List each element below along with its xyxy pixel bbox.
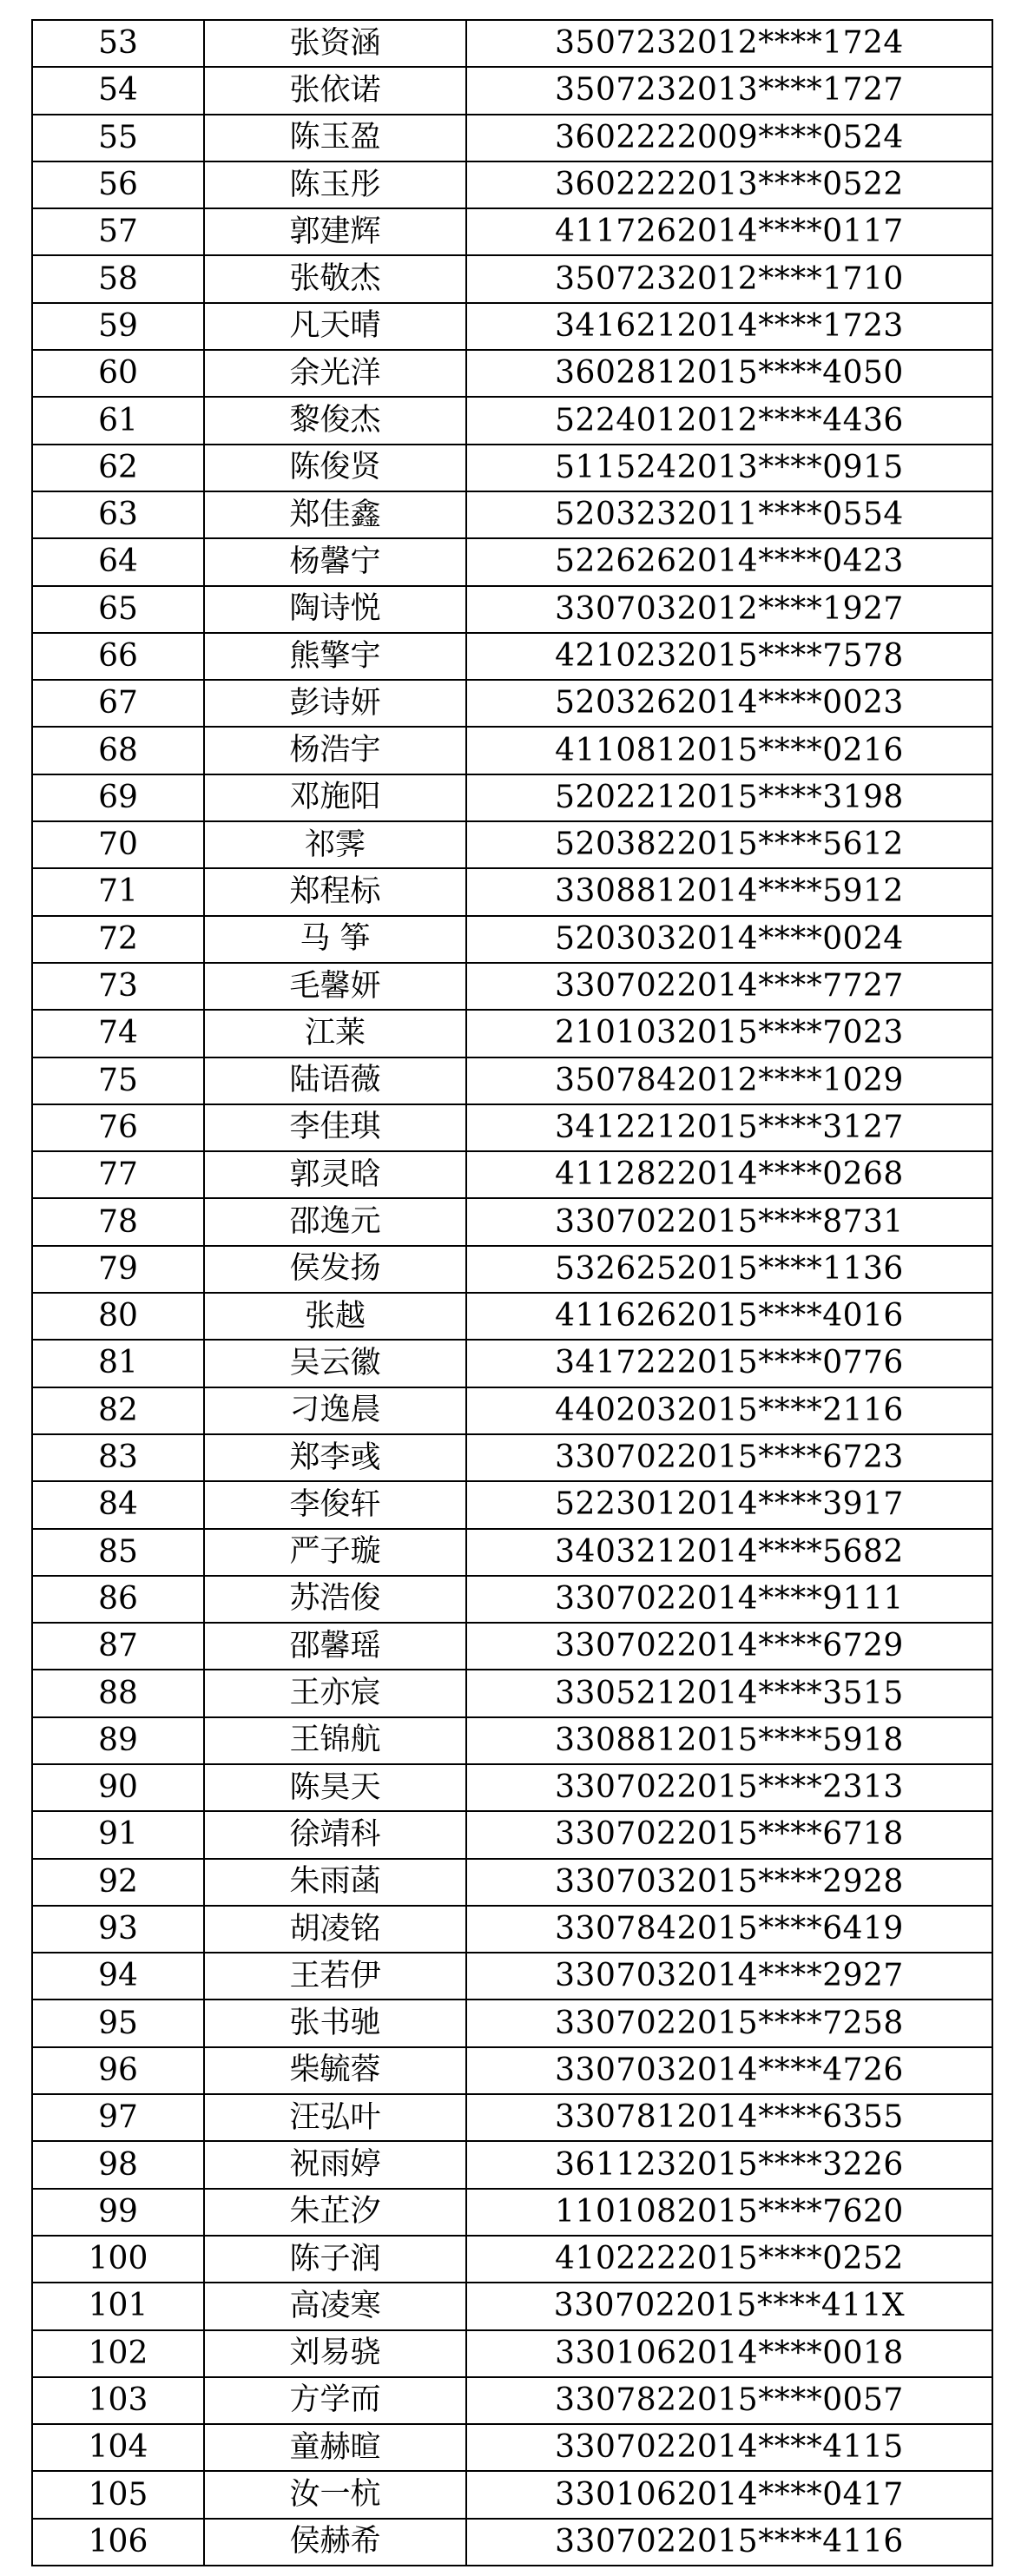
id-number: 3412212015****3127 bbox=[466, 1104, 992, 1151]
table-row bbox=[32, 1198, 992, 1245]
table-row bbox=[32, 1576, 992, 1623]
id-number: 3307022015****4116 bbox=[466, 2519, 992, 2566]
student-name: 祁霁 bbox=[204, 821, 466, 868]
row-number: 76 bbox=[32, 1104, 204, 1151]
table-row bbox=[32, 963, 992, 1010]
id-number: 4117262014****0117 bbox=[466, 208, 992, 255]
table-row bbox=[32, 821, 992, 868]
id-number: 3403212014****5682 bbox=[466, 1529, 992, 1576]
student-name: 郭建辉 bbox=[204, 208, 466, 255]
table-row bbox=[32, 1717, 992, 1764]
id-number: 5202212015****3198 bbox=[466, 774, 992, 821]
table-row bbox=[32, 1293, 992, 1340]
table-row bbox=[32, 1764, 992, 1811]
student-name: 彭诗妍 bbox=[204, 680, 466, 727]
student-name: 陆语薇 bbox=[204, 1057, 466, 1104]
student-name: 苏浩俊 bbox=[204, 1576, 466, 1623]
student-name: 邵馨瑶 bbox=[204, 1623, 466, 1670]
table-row bbox=[32, 2424, 992, 2471]
row-number: 97 bbox=[32, 2094, 204, 2141]
id-number: 5203232011****0554 bbox=[466, 491, 992, 538]
table-row bbox=[32, 586, 992, 633]
table-row bbox=[32, 774, 992, 821]
id-number: 3307022014****6729 bbox=[466, 1623, 992, 1670]
row-number: 57 bbox=[32, 208, 204, 255]
student-name: 郑李彧 bbox=[204, 1434, 466, 1481]
student-name: 严子璇 bbox=[204, 1529, 466, 1576]
row-number: 89 bbox=[32, 1717, 204, 1764]
row-number: 102 bbox=[32, 2330, 204, 2377]
id-number: 3307022015****7258 bbox=[466, 2000, 992, 2046]
table-row bbox=[32, 208, 992, 255]
id-number: 3307022015****411X bbox=[466, 2283, 992, 2329]
student-name: 李俊轩 bbox=[204, 1481, 466, 1528]
row-number: 84 bbox=[32, 1481, 204, 1528]
student-name: 张依诺 bbox=[204, 67, 466, 114]
id-number: 5226262014****0423 bbox=[466, 538, 992, 585]
student-name: 杨馨宁 bbox=[204, 538, 466, 585]
student-name: 郑佳鑫 bbox=[204, 491, 466, 538]
student-name: 陶诗悦 bbox=[204, 586, 466, 633]
table-row bbox=[32, 1481, 992, 1528]
id-number: 2101032015****7023 bbox=[466, 1010, 992, 1057]
row-number: 64 bbox=[32, 538, 204, 585]
id-number: 3602222009****0524 bbox=[466, 115, 992, 161]
table-row bbox=[32, 1906, 992, 1953]
student-name: 祝雨婷 bbox=[204, 2141, 466, 2188]
row-number: 81 bbox=[32, 1340, 204, 1387]
row-number: 87 bbox=[32, 1623, 204, 1670]
table-row bbox=[32, 1151, 992, 1198]
student-name: 童赫暄 bbox=[204, 2424, 466, 2471]
student-name: 陈子润 bbox=[204, 2236, 466, 2283]
row-number: 71 bbox=[32, 868, 204, 915]
roster-body bbox=[32, 20, 992, 2566]
id-number: 3307842015****6419 bbox=[466, 1906, 992, 1953]
row-number: 96 bbox=[32, 2047, 204, 2094]
id-number: 3307022014****9111 bbox=[466, 1576, 992, 1623]
row-number: 86 bbox=[32, 1576, 204, 1623]
row-number: 61 bbox=[32, 397, 204, 444]
student-name: 凡天晴 bbox=[204, 303, 466, 350]
row-number: 58 bbox=[32, 255, 204, 302]
table-row bbox=[32, 1246, 992, 1293]
id-number: 5203032014****0024 bbox=[466, 916, 992, 963]
row-number: 63 bbox=[32, 491, 204, 538]
table-row bbox=[32, 1623, 992, 1670]
table-row bbox=[32, 303, 992, 350]
student-name: 陈玉盈 bbox=[204, 115, 466, 161]
id-number: 5224012012****4436 bbox=[466, 397, 992, 444]
table-row bbox=[32, 1104, 992, 1151]
table-row bbox=[32, 2189, 992, 2236]
id-number: 4402032015****2116 bbox=[466, 1387, 992, 1434]
id-number: 3602812015****4050 bbox=[466, 350, 992, 397]
row-number: 83 bbox=[32, 1434, 204, 1481]
table-row bbox=[32, 2094, 992, 2141]
table-row bbox=[32, 1953, 992, 2000]
row-number: 75 bbox=[32, 1057, 204, 1104]
student-name: 邓施阳 bbox=[204, 774, 466, 821]
student-name: 杨浩宇 bbox=[204, 727, 466, 774]
student-name: 王锦航 bbox=[204, 1717, 466, 1764]
table-row bbox=[32, 1670, 992, 1716]
row-number: 60 bbox=[32, 350, 204, 397]
row-number: 67 bbox=[32, 680, 204, 727]
student-name: 黎俊杰 bbox=[204, 397, 466, 444]
id-number: 4110812015****0216 bbox=[466, 727, 992, 774]
student-name: 胡凌铭 bbox=[204, 1906, 466, 1953]
row-number: 56 bbox=[32, 161, 204, 208]
row-number: 73 bbox=[32, 963, 204, 1010]
id-number: 3307032012****1927 bbox=[466, 586, 992, 633]
id-number: 5115242013****0915 bbox=[466, 445, 992, 491]
table-row bbox=[32, 397, 992, 444]
row-number: 54 bbox=[32, 67, 204, 114]
id-number: 3611232015****3226 bbox=[466, 2141, 992, 2188]
id-number: 3307022014****4115 bbox=[466, 2424, 992, 2471]
id-number: 3308812014****5912 bbox=[466, 868, 992, 915]
row-number: 72 bbox=[32, 916, 204, 963]
student-name: 陈俊贤 bbox=[204, 445, 466, 491]
student-name: 朱雨菡 bbox=[204, 1859, 466, 1906]
student-name: 郭灵晗 bbox=[204, 1151, 466, 1198]
row-number: 88 bbox=[32, 1670, 204, 1716]
row-number: 98 bbox=[32, 2141, 204, 2188]
id-number: 3307022015****6718 bbox=[466, 1811, 992, 1858]
student-name: 汝一杭 bbox=[204, 2471, 466, 2518]
student-name: 陈昊天 bbox=[204, 1764, 466, 1811]
id-number: 3307022015****2313 bbox=[466, 1764, 992, 1811]
row-number: 68 bbox=[32, 727, 204, 774]
row-number: 94 bbox=[32, 1953, 204, 2000]
table-row bbox=[32, 2236, 992, 2283]
id-number: 3307022015****6723 bbox=[466, 1434, 992, 1481]
row-number: 79 bbox=[32, 1246, 204, 1293]
id-number: 3307032014****2927 bbox=[466, 1953, 992, 2000]
id-number: 5326252015****1136 bbox=[466, 1246, 992, 1293]
student-name: 邵逸元 bbox=[204, 1198, 466, 1245]
id-number: 3307022015****8731 bbox=[466, 1198, 992, 1245]
row-number: 55 bbox=[32, 115, 204, 161]
table-row bbox=[32, 1811, 992, 1858]
id-number: 3507232012****1710 bbox=[466, 255, 992, 302]
id-number: 3307812014****6355 bbox=[466, 2094, 992, 2141]
table-row bbox=[32, 538, 992, 585]
id-number: 3307022014****7727 bbox=[466, 963, 992, 1010]
id-number: 3307032015****2928 bbox=[466, 1859, 992, 1906]
table-row bbox=[32, 2330, 992, 2377]
student-roster-table bbox=[31, 19, 993, 2566]
table-row bbox=[32, 916, 992, 963]
student-name: 毛馨妍 bbox=[204, 963, 466, 1010]
row-number: 66 bbox=[32, 633, 204, 680]
row-number: 101 bbox=[32, 2283, 204, 2329]
row-number: 77 bbox=[32, 1151, 204, 1198]
row-number: 80 bbox=[32, 1293, 204, 1340]
id-number: 4116262015****4016 bbox=[466, 1293, 992, 1340]
id-number: 5203262014****0023 bbox=[466, 680, 992, 727]
row-number: 103 bbox=[32, 2377, 204, 2424]
id-number: 3307032014****4726 bbox=[466, 2047, 992, 2094]
row-number: 95 bbox=[32, 2000, 204, 2046]
student-name: 郑程标 bbox=[204, 868, 466, 915]
row-number: 85 bbox=[32, 1529, 204, 1576]
id-number: 3305212014****3515 bbox=[466, 1670, 992, 1716]
student-name: 熊擎宇 bbox=[204, 633, 466, 680]
student-name: 张书驰 bbox=[204, 2000, 466, 2046]
student-name: 马 筝 bbox=[204, 916, 466, 963]
id-number: 3507842012****1029 bbox=[466, 1057, 992, 1104]
table-row bbox=[32, 445, 992, 491]
student-name: 张资涵 bbox=[204, 20, 466, 67]
table-row bbox=[32, 67, 992, 114]
id-number: 3301062014****0018 bbox=[466, 2330, 992, 2377]
row-number: 92 bbox=[32, 1859, 204, 1906]
id-number: 3417222015****0776 bbox=[466, 1340, 992, 1387]
table-row bbox=[32, 1387, 992, 1434]
table-row bbox=[32, 350, 992, 397]
id-number: 3308812015****5918 bbox=[466, 1717, 992, 1764]
row-number: 62 bbox=[32, 445, 204, 491]
student-name: 刁逸晨 bbox=[204, 1387, 466, 1434]
table-row bbox=[32, 115, 992, 161]
table-row bbox=[32, 633, 992, 680]
table-row bbox=[32, 2519, 992, 2566]
row-number: 65 bbox=[32, 586, 204, 633]
table-row bbox=[32, 1859, 992, 1906]
row-number: 106 bbox=[32, 2519, 204, 2566]
row-number: 69 bbox=[32, 774, 204, 821]
id-number: 1101082015****7620 bbox=[466, 2189, 992, 2236]
table-row bbox=[32, 2377, 992, 2424]
row-number: 82 bbox=[32, 1387, 204, 1434]
table-row bbox=[32, 1010, 992, 1057]
student-name: 刘易骁 bbox=[204, 2330, 466, 2377]
student-name: 柴毓蓉 bbox=[204, 2047, 466, 2094]
row-number: 99 bbox=[32, 2189, 204, 2236]
row-number: 59 bbox=[32, 303, 204, 350]
table-row bbox=[32, 20, 992, 67]
row-number: 78 bbox=[32, 1198, 204, 1245]
id-number: 3301062014****0417 bbox=[466, 2471, 992, 2518]
table-row bbox=[32, 491, 992, 538]
id-number: 3307822015****0057 bbox=[466, 2377, 992, 2424]
student-name: 汪弘叶 bbox=[204, 2094, 466, 2141]
student-name: 江莱 bbox=[204, 1010, 466, 1057]
table-row bbox=[32, 680, 992, 727]
student-name: 王若伊 bbox=[204, 1953, 466, 2000]
student-name: 张敬杰 bbox=[204, 255, 466, 302]
table-row bbox=[32, 1529, 992, 1576]
student-name: 侯赫希 bbox=[204, 2519, 466, 2566]
row-number: 74 bbox=[32, 1010, 204, 1057]
row-number: 70 bbox=[32, 821, 204, 868]
table-row bbox=[32, 2047, 992, 2094]
student-name: 朱芷汐 bbox=[204, 2189, 466, 2236]
row-number: 53 bbox=[32, 20, 204, 67]
id-number: 4102222015****0252 bbox=[466, 2236, 992, 2283]
table-row bbox=[32, 1434, 992, 1481]
table-row bbox=[32, 2283, 992, 2329]
student-name: 张越 bbox=[204, 1293, 466, 1340]
row-number: 90 bbox=[32, 1764, 204, 1811]
table-row bbox=[32, 1057, 992, 1104]
student-name: 余光洋 bbox=[204, 350, 466, 397]
table-row bbox=[32, 2141, 992, 2188]
table-row bbox=[32, 1340, 992, 1387]
student-name: 方学而 bbox=[204, 2377, 466, 2424]
student-name: 吴云徽 bbox=[204, 1340, 466, 1387]
table-row bbox=[32, 868, 992, 915]
student-name: 王亦宸 bbox=[204, 1670, 466, 1716]
student-name: 高凌寒 bbox=[204, 2283, 466, 2329]
student-name: 徐靖科 bbox=[204, 1811, 466, 1858]
row-number: 105 bbox=[32, 2471, 204, 2518]
row-number: 91 bbox=[32, 1811, 204, 1858]
id-number: 5203822015****5612 bbox=[466, 821, 992, 868]
student-name: 侯发扬 bbox=[204, 1246, 466, 1293]
table-row bbox=[32, 2000, 992, 2046]
student-name: 陈玉彤 bbox=[204, 161, 466, 208]
id-number: 3507232012****1724 bbox=[466, 20, 992, 67]
id-number: 4112822014****0268 bbox=[466, 1151, 992, 1198]
id-number: 3416212014****1723 bbox=[466, 303, 992, 350]
table-row bbox=[32, 2471, 992, 2518]
id-number: 3602222013****0522 bbox=[466, 161, 992, 208]
student-name: 李佳琪 bbox=[204, 1104, 466, 1151]
table-row bbox=[32, 161, 992, 208]
row-number: 100 bbox=[32, 2236, 204, 2283]
id-number: 4210232015****7578 bbox=[466, 633, 992, 680]
table-row bbox=[32, 255, 992, 302]
id-number: 3507232013****1727 bbox=[466, 67, 992, 114]
id-number: 5223012014****3917 bbox=[466, 1481, 992, 1528]
table-row bbox=[32, 727, 992, 774]
row-number: 93 bbox=[32, 1906, 204, 1953]
row-number: 104 bbox=[32, 2424, 204, 2471]
